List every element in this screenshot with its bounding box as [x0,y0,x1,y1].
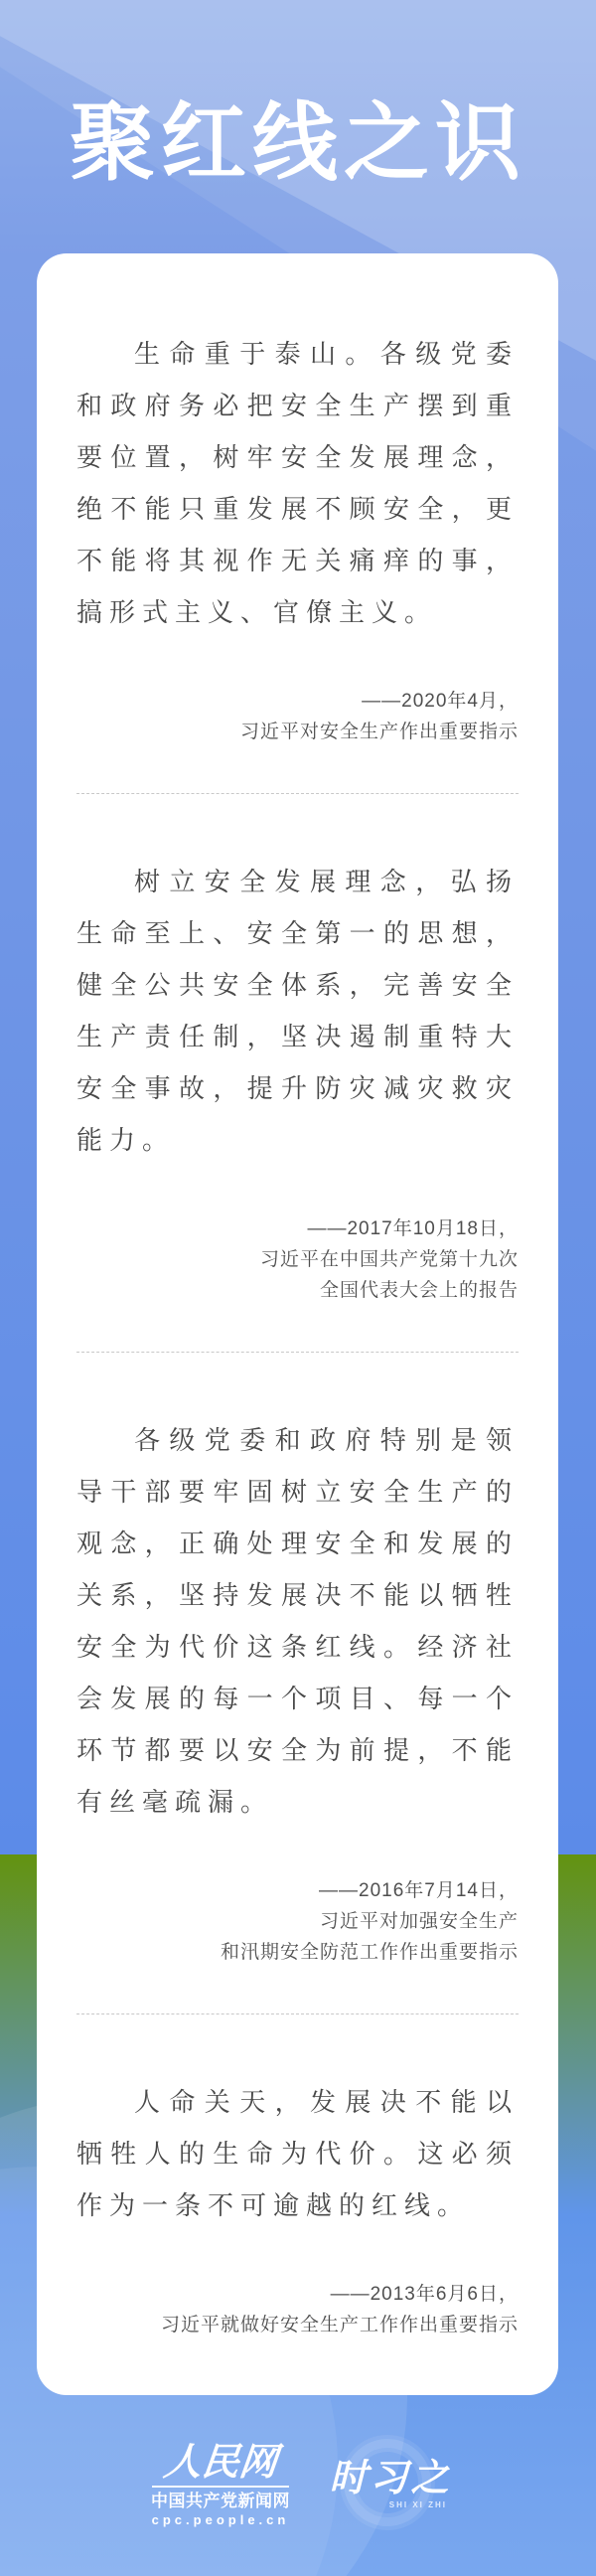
quote-text: 树立安全发展理念，弘扬生命至上、安全第一的思想，健全公共安全体系，完善安全生产责任制，坚决遏制重特大安全事故，提升防灾减灾救灾能力。 [76,867,519,1155]
quote-attribution [76,2279,519,2340]
quote-section-4 [76,2076,519,2340]
section-divider [76,793,519,794]
quote-attribution [76,1213,519,1306]
cpc-news-site-name: 中国共产党新闻网 [151,2492,290,2510]
quote-attribution [76,686,519,747]
page-title: 聚红线之识 [70,92,526,193]
quote-section-1 [76,328,519,747]
peoples-daily-logo [141,2440,300,2529]
quote-section-2 [76,856,519,1306]
attribution-line: ——2016年7月14日， [319,1880,519,1901]
attribution-line: 习近平对安全生产作出重要指示 [239,722,519,742]
attribution-line: 习近平对加强安全生产 [319,1911,519,1932]
attribution-line: 和汛期安全防范工作作出重要指示 [220,1942,519,1963]
section-divider [76,2013,519,2014]
cpc-news-site-url: cpc.people.cn [151,2512,290,2527]
quote-text: 生命重于泰山。各级党委和政府务必把安全生产摆到重要位置，树牢安全发展理念，绝不能只重发展不顾安全，更不能将其视作无关痛痒的事，搞形式主义、官僚主义。 [76,339,519,627]
footer-logos [0,2437,596,2532]
shixizhi-pinyin: SHI XI ZHI [388,2500,447,2509]
attribution-line: 全国代表大会上的报告 [319,1280,519,1301]
quote-text: 人命关天，发展决不能以牺牲人的生命为代价。这必须作为一条不可逾越的红线。 [76,2087,519,2220]
peoples-daily-script-logo: 人民网 [161,2439,280,2484]
logo-divider-line [152,2486,289,2488]
attribution-line: ——2013年6月6日， [330,2284,519,2305]
quotes-card [37,253,558,2395]
attribution-line: ——2017年10月18日， [307,1218,519,1239]
shixizhi-wordmark: 时习之 [329,2458,452,2499]
attribution-line: ——2020年4月， [362,691,519,712]
shixizhi-logo [326,2437,455,2532]
attribution-line: 习近平在中国共产党第十九次 [259,1249,519,1270]
quote-text: 各级党委和政府特别是领导干部要牢固树立安全生产的观念，正确处理安全和发展的关系，坚持发展决不能以牺牲安全为代价这条红线。经济社会发展的每一个项目、每一个环节都要以安全为前提，不能有丝毫疏漏。 [76,1425,519,1817]
quote-section-3 [76,1414,519,1968]
section-divider [76,1352,519,1353]
attribution-line: 习近平就做好安全生产工作作出重要指示 [160,2315,519,2335]
quote-attribution [76,1875,519,1968]
